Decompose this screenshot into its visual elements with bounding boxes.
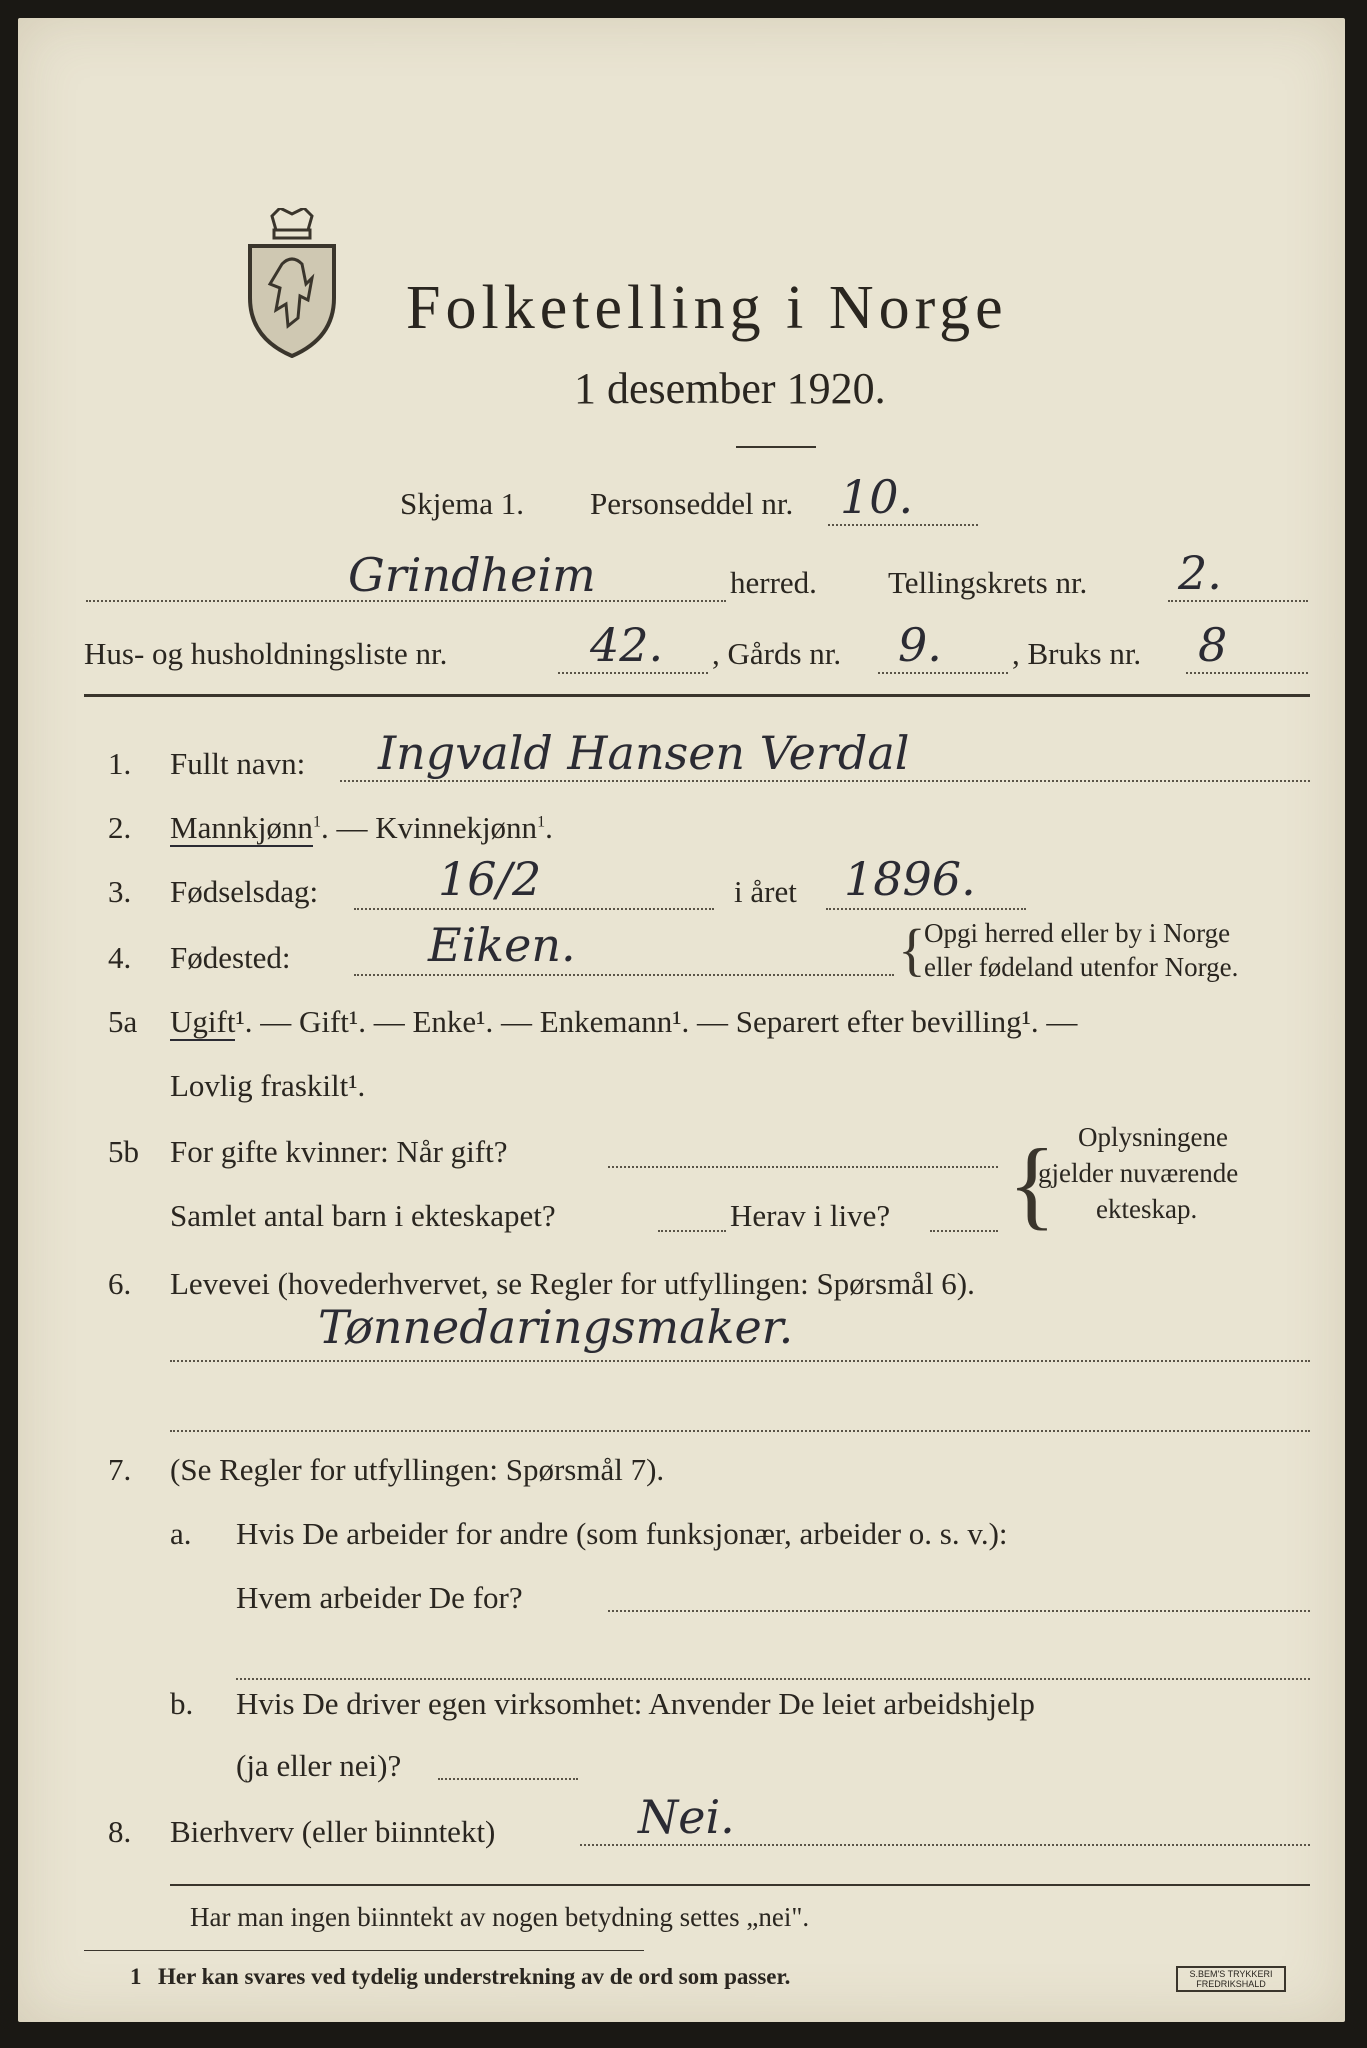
printer-stamp: S.BEM'S TRYKKERI FREDRIKSHALD — [1176, 1966, 1286, 1992]
occupation-value[interactable]: Tønnedaringsmaker. — [318, 1300, 794, 1354]
footer-separator — [170, 1884, 1310, 1886]
gender-options: Mannkjønn$^1$. — Kvinnekjønn$^1$. — [170, 810, 553, 845]
coat-of-arms-icon — [242, 208, 342, 358]
q7-label: (Se Regler for utfyllingen: Spørsmål 7). — [170, 1452, 665, 1487]
footnote-number: 1 — [130, 1964, 142, 1989]
full-name-value[interactable]: Ingvald Hansen Verdal — [378, 726, 910, 780]
personseddel-label: Personseddel nr. — [590, 486, 794, 521]
q7b-question: (ja eller nei)? — [236, 1748, 402, 1783]
marital-fraskilt-option[interactable]: Lovlig fraskilt¹. — [170, 1068, 366, 1103]
birthplace-note-2: eller fødeland utenfor Norge. — [924, 952, 1239, 982]
q8-label: Bierhverv (eller biinntekt) — [170, 1814, 496, 1849]
gards-label: , Gårds nr. — [712, 636, 842, 671]
skjema-label: Skjema 1. — [400, 486, 524, 521]
birthyear-value[interactable]: 1896. — [844, 852, 976, 906]
bruks-label: , Bruks nr. — [1012, 636, 1142, 671]
herred-value[interactable]: Grindheim — [348, 548, 596, 602]
marriage-note-2: gjelder nuværende — [1038, 1158, 1239, 1188]
gender-female-option[interactable]: Kvinnekjønn — [375, 810, 538, 845]
tellingskrets-value[interactable]: 2. — [1178, 546, 1222, 600]
children-label: Samlet antal barn i ekteskapet? — [170, 1198, 556, 1233]
form-date: 1 desember 1920. — [574, 364, 886, 413]
q4-number: 4. — [108, 940, 132, 975]
q5b-number: 5b — [108, 1134, 139, 1169]
employer-field[interactable] — [608, 1610, 1310, 1612]
q1-label: Fullt navn: — [170, 746, 306, 781]
gender-male-option[interactable]: Mannkjønn — [170, 810, 313, 845]
q1-number: 1. — [108, 746, 132, 781]
form-title: Folketelling i Norge — [406, 274, 1008, 342]
bruks-value[interactable]: 8 — [1198, 618, 1228, 672]
marital-status-options: Ugift¹. — Gift¹. — Enke¹. — Enkemann¹. — Separert efter bevilling¹. — — [170, 1004, 1078, 1039]
q7b-text: Hvis De driver egen virksomhet: Anvender De leiet arbeidshjelp — [236, 1686, 1035, 1721]
children-alive-label: Herav i live? — [730, 1198, 891, 1233]
herred-label: herred. — [730, 565, 817, 600]
q6-number: 6. — [108, 1266, 132, 1301]
married-when-label: For gifte kvinner: Når gift? — [170, 1134, 508, 1169]
footer-note: Har man ingen biinntekt av nogen betydning settes „nei". — [190, 1902, 810, 1932]
header-separator — [84, 694, 1310, 697]
q3-number: 3. — [108, 874, 132, 909]
q3-label: Fødselsdag: — [170, 874, 319, 909]
divider — [736, 446, 816, 448]
tellingskrets-label: Tellingskrets nr. — [888, 565, 1088, 600]
marriage-note-1: Oplysningene — [1078, 1122, 1228, 1152]
q6-label: Levevei (hovederhvervet, se Regler for utfyllingen: Spørsmål 6). — [170, 1266, 975, 1301]
marriage-note-3: ekteskap. — [1096, 1194, 1198, 1224]
year-label: i året — [734, 874, 797, 909]
q7a-letter: a. — [170, 1516, 192, 1551]
birthdate-value[interactable]: 16/2 — [438, 852, 542, 906]
personseddel-value[interactable]: 10. — [840, 470, 914, 524]
q7a-text: Hvis De arbeider for andre (som funksjonær, arbeider o. s. v.): — [236, 1516, 1008, 1551]
census-form-page: Folketelling i Norge 1 desember 1920. Skjema 1. Personseddel nr. 10. Grindheim herred. Tellingskrets nr. 2. Hus- og husholdningsliste nr. 42. , Gårds nr. 9. , Bruks nr. 8 1. Fullt navn: Ingvald Hansen Verdal 2. Mannkjønn$^1$. — Kvinnekjønn$^1$. 3. Fødselsdag: 16/2 i året 1896. 4. Fødested: Eiken. { Opgi herred eller by i Norge eller fødeland utenfor Norge. 5a Ugift¹. — Gift¹. — Enke¹. — Enkemann¹. — Separert efter bevilling¹. — Lovlig fraskilt¹. 5b For gifte kvinner: Når gift? Samlet antal barn i ekteskapet? Herav i live? { Oplysningene gjelder nuværende ekteskap. 6. Levevei (hovederhvervet, se Regler for utfyllingen: Spørsmål 6). Tønnedaringsmaker. 7. (Se Regler for utfyllingen: Spørsmål 7). a. Hvis De arbeider for andre (som funksjonær, arbeider o. s. v.): Hvem arbeider De for? b. Hvis De driver egen virksomhet: Anvender De leiet arbeidshjelp (ja eller nei)? 8. Bierhverv (eller biinntekt) Nei. Har man ingen biinntekt av nogen betydning settes „nei". 1 Her kan svares ved tydelig understrekning av de ord som passer. S.BEM'S TRYKKERI FREDRIKSHALD — [18, 18, 1345, 2022]
q4-label: Fødested: — [170, 940, 291, 975]
q8-number: 8. — [108, 1814, 132, 1849]
side-income-value[interactable]: Nei. — [638, 1790, 735, 1844]
hired-help-field[interactable] — [438, 1778, 578, 1780]
husliste-label: Hus- og husholdningsliste nr. — [84, 636, 448, 671]
footnote-text: Her kan svares ved tydelig understrekning av de ord som passer. — [158, 1964, 791, 1989]
q5a-number: 5a — [108, 1004, 138, 1039]
q7b-letter: b. — [170, 1686, 194, 1721]
q7a-question: Hvem arbeider De for? — [236, 1580, 523, 1615]
marital-ugift-option[interactable]: Ugift — [170, 1004, 236, 1039]
birthplace-value[interactable]: Eiken. — [428, 918, 576, 972]
birthplace-note-1: Opgi herred eller by i Norge — [924, 918, 1231, 948]
gards-value[interactable]: 9. — [898, 618, 942, 672]
husliste-value[interactable]: 42. — [590, 618, 664, 672]
q7-number: 7. — [108, 1452, 132, 1487]
q2-number: 2. — [108, 810, 132, 845]
